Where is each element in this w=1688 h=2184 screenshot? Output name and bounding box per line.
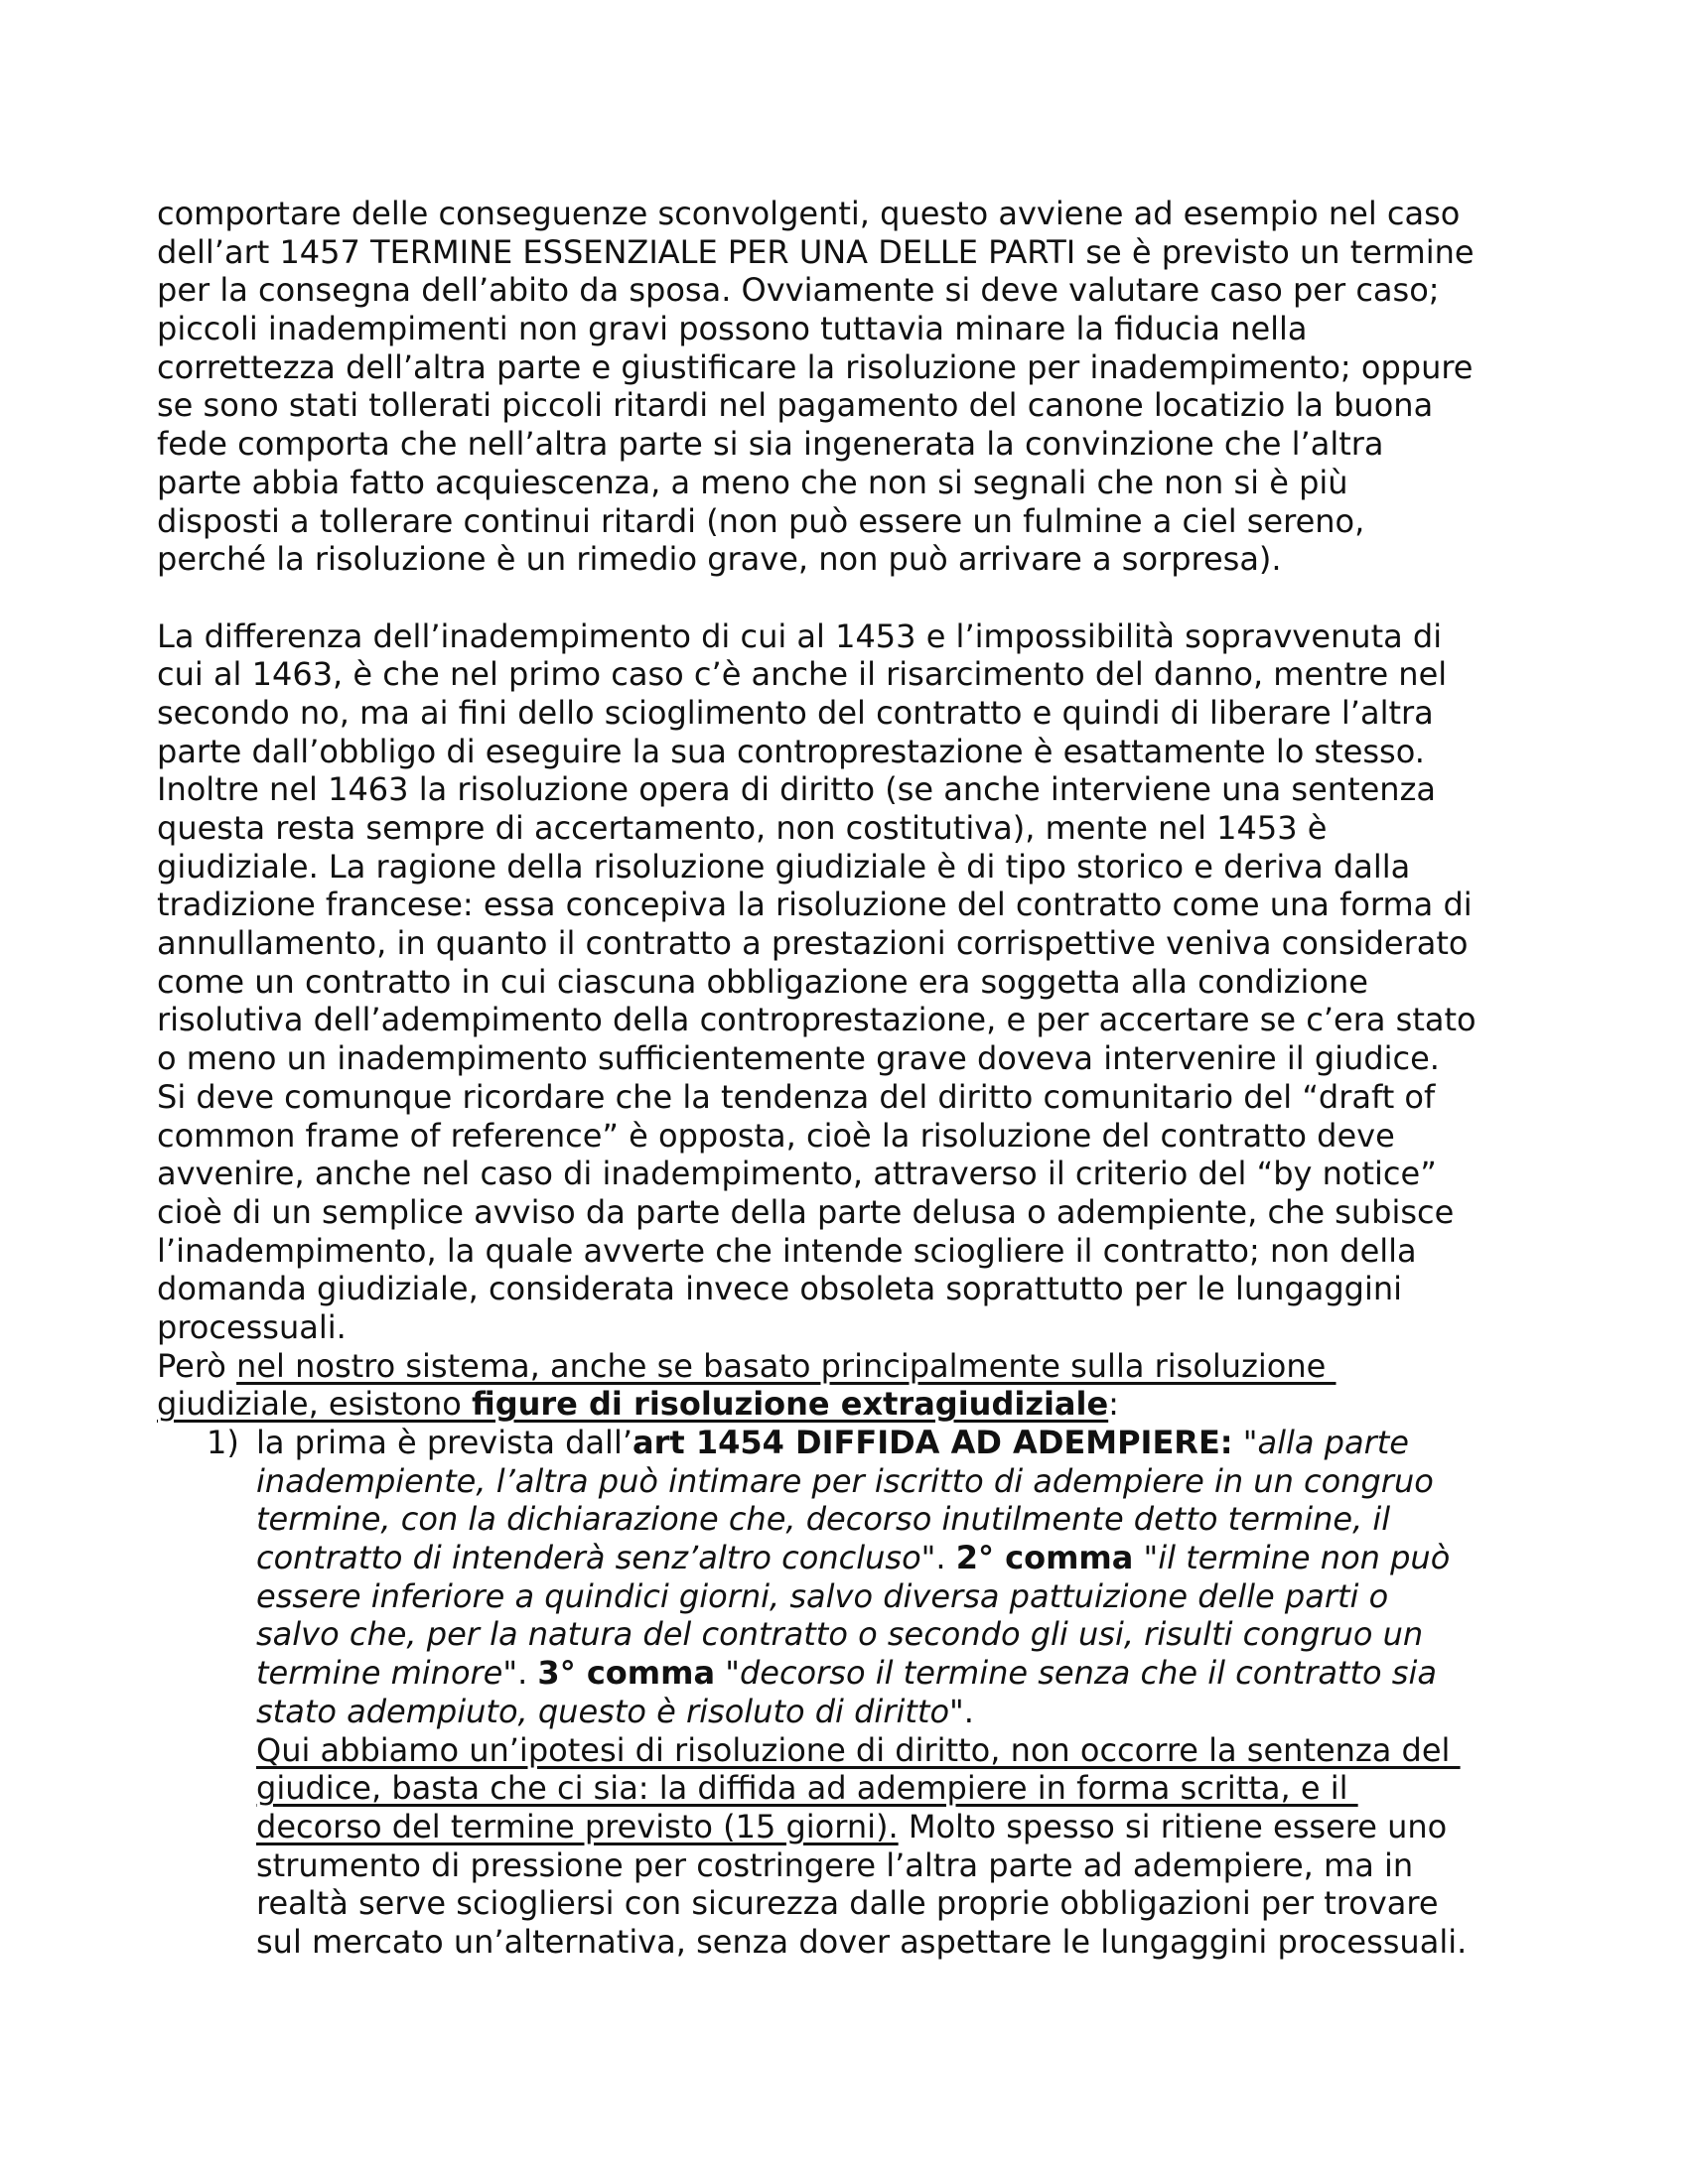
bold-text: art 1454 DIFFIDA AD ADEMPIERE: (633, 1424, 1233, 1461)
paragraph-spacer (157, 579, 1547, 617)
text-line: processuali. (157, 1307, 347, 1346)
text-line (256, 1654, 1547, 1693)
text-run: la prima è prevista dall’ (256, 1424, 633, 1461)
text-line: piccoli inadempimenti non gravi possono tuttavia minare la fiducia nella (157, 310, 1308, 348)
bold-text: 2° comma (955, 1539, 1134, 1577)
text-line: disposti a tollerare continui ritardi (non può essere un fulmine a ciel sereno, (157, 501, 1365, 540)
text-line: cui al 1463, è che nel primo caso c’è anche il risarcimento del danno, mentre nel (157, 655, 1448, 694)
bold-text: 3° comma (537, 1654, 716, 1693)
text-line: o meno un inadempimento sufficientemente grave doveva intervenire il giudice. (157, 1039, 1440, 1078)
text-line: termine, con la dichiarazione che, decorso inutilmente detto termine, il (256, 1500, 1391, 1539)
list-number: 1) (207, 1424, 239, 1461)
text-line: common frame of reference” è opposta, cioè la risoluzione del contratto deve (157, 1116, 1395, 1155)
italic-text: termine minore (256, 1654, 503, 1693)
text-line: l’inadempimento, la quale avverte che intende sciogliere il contratto; non della (157, 1231, 1417, 1270)
italic-text: alla parte (1257, 1424, 1409, 1461)
text-line (157, 1347, 1547, 1386)
text-line: giudiziale. La ragione della risoluzione giudiziale è di tipo storico e deriva dalla (157, 847, 1411, 886)
underlined-text: nel nostro sistema, anche se basato principalmente sulla risoluzione (236, 1346, 1336, 1385)
text-line: essere inferiore a quindici giorni, salvo diversa pattuizione delle parti o (256, 1576, 1389, 1615)
text-line (256, 1693, 1547, 1731)
text-line: realtà serve sciogliersi con sicurezza dalle proprie obbligazioni per trovare (256, 1884, 1439, 1923)
text-line: strumento di pressione per costringere l’altra parte ad adempiere, ma in (256, 1845, 1414, 1884)
text-line: secondo no, ma ai fini dello scioglimento del contratto e quindi di liberare l’altra (157, 693, 1434, 732)
text-run: : (1108, 1385, 1119, 1424)
text-run: Però (157, 1346, 237, 1385)
underlined-text: giudiziale, esistono (157, 1385, 472, 1424)
text-line (256, 1539, 1547, 1577)
text-line: domanda giudiziale, considerata invece obsoleta soprattutto per le lungaggini (157, 1270, 1403, 1308)
text-line (256, 1424, 1547, 1462)
text-line: comportare delle conseguenze sconvolgenti, questo avviene ad esempio nel caso (157, 195, 1461, 232)
bold-underlined-text: figure di risoluzione extragiudiziale (471, 1385, 1109, 1424)
text-line: parte abbia fatto acquiescenza, a meno che non si segnali che non si è più (157, 463, 1348, 501)
underlined-text: Qui abbiamo un’ipotesi di risoluzione di diritto, non occorre la sentenza del (256, 1730, 1461, 1769)
text-run: " (1232, 1424, 1258, 1461)
text-line: cioè di un semplice avviso da parte della parte delusa o adempiente, che subisce (157, 1192, 1455, 1231)
text-line: parte dall’obbligo di eseguire la sua controprestazione è esattamente lo stesso. (157, 732, 1425, 770)
text-line (256, 1731, 1547, 1770)
text-line: perché la risoluzione è un rimedio grave, non può arrivare a sorpresa). (157, 540, 1282, 579)
text-line: Si deve comunque ricordare che la tendenza del diritto comunitario del “draft of (157, 1077, 1436, 1116)
text-line (256, 1808, 1547, 1846)
text-run: " (715, 1654, 740, 1693)
text-run: ". (949, 1692, 974, 1730)
paragraph-1 (157, 195, 1547, 579)
text-line: annullamento, in quanto il contratto a prestazioni corrispettive veniva considerato (157, 924, 1469, 963)
text-run: Molto spesso si ritiene essere uno (898, 1807, 1448, 1845)
paragraph-3 (157, 1347, 1547, 1424)
italic-text: decorso il termine senza che il contratto sia (739, 1654, 1437, 1693)
text-run: ". (920, 1539, 956, 1577)
text-line: fede comporta che nell’altra parte si sia ingenerata la convinzione che l’altra (157, 425, 1384, 464)
underlined-text: giudice, basta che ci sia: la diffida ad adempiere in forma scritta, e il (256, 1769, 1358, 1808)
text-line: sul mercato un’alternativa, senza dover aspettare le lungaggini processuali. (256, 1922, 1468, 1961)
text-line (256, 1769, 1547, 1808)
text-line: La differenza dell’inadempimento di cui al 1453 e l’impossibilità sopravvenuta di (157, 616, 1443, 655)
text-line: questa resta sempre di accertamento, non costitutiva), mente nel 1453 è (157, 809, 1328, 847)
paragraph-2 (157, 617, 1547, 1347)
text-run: " (1133, 1539, 1159, 1577)
text-run: ". (502, 1654, 538, 1693)
page-body (157, 195, 1547, 1962)
text-line: avvenire, anche nel caso di inadempimento, attraverso il criterio del “by notice” (157, 1155, 1437, 1193)
italic-text: il termine non può (1158, 1539, 1451, 1577)
text-line: tradizione francese: essa concepiva la risoluzione del contratto come una forma di (157, 886, 1473, 924)
italic-text: stato adempiuto, questo è risoluto di diritto (256, 1692, 950, 1730)
text-line: dell’art 1457 TERMINE ESSENZIALE PER UNA DELLE PARTI se è previsto un termine (157, 232, 1475, 271)
list-item (157, 1424, 1547, 1962)
text-line (157, 1385, 1547, 1424)
text-line: correttezza dell’altra parte e giustificare la risoluzione per inadempimento; oppure (157, 347, 1474, 386)
text-line: salvo che, per la natura del contratto o secondo gli usi, risulti congruo un (256, 1615, 1424, 1654)
underlined-text: decorso del termine previsto (15 giorni). (256, 1807, 899, 1845)
text-line: per la consegna dell’abito da sposa. Ovviamente si deve valutare caso per caso; (157, 271, 1440, 310)
text-line: come un contratto in cui ciascuna obbligazione era soggetta alla condizione (157, 962, 1368, 1001)
text-line: Inoltre nel 1463 la risoluzione opera di diritto (se anche interviene una sentenza (157, 770, 1436, 809)
text-line: inadempiente, l’altra può intimare per iscritto di adempiere in un congruo (256, 1461, 1434, 1500)
text-line: risolutiva dell’adempimento della controprestazione, e per accertare se c’era stato (157, 1001, 1477, 1039)
text-line: se sono stati tollerati piccoli ritardi nel pagamento del canone locatizio la buona (157, 386, 1434, 425)
italic-text: contratto di intenderà senz’altro concluso (256, 1539, 921, 1577)
